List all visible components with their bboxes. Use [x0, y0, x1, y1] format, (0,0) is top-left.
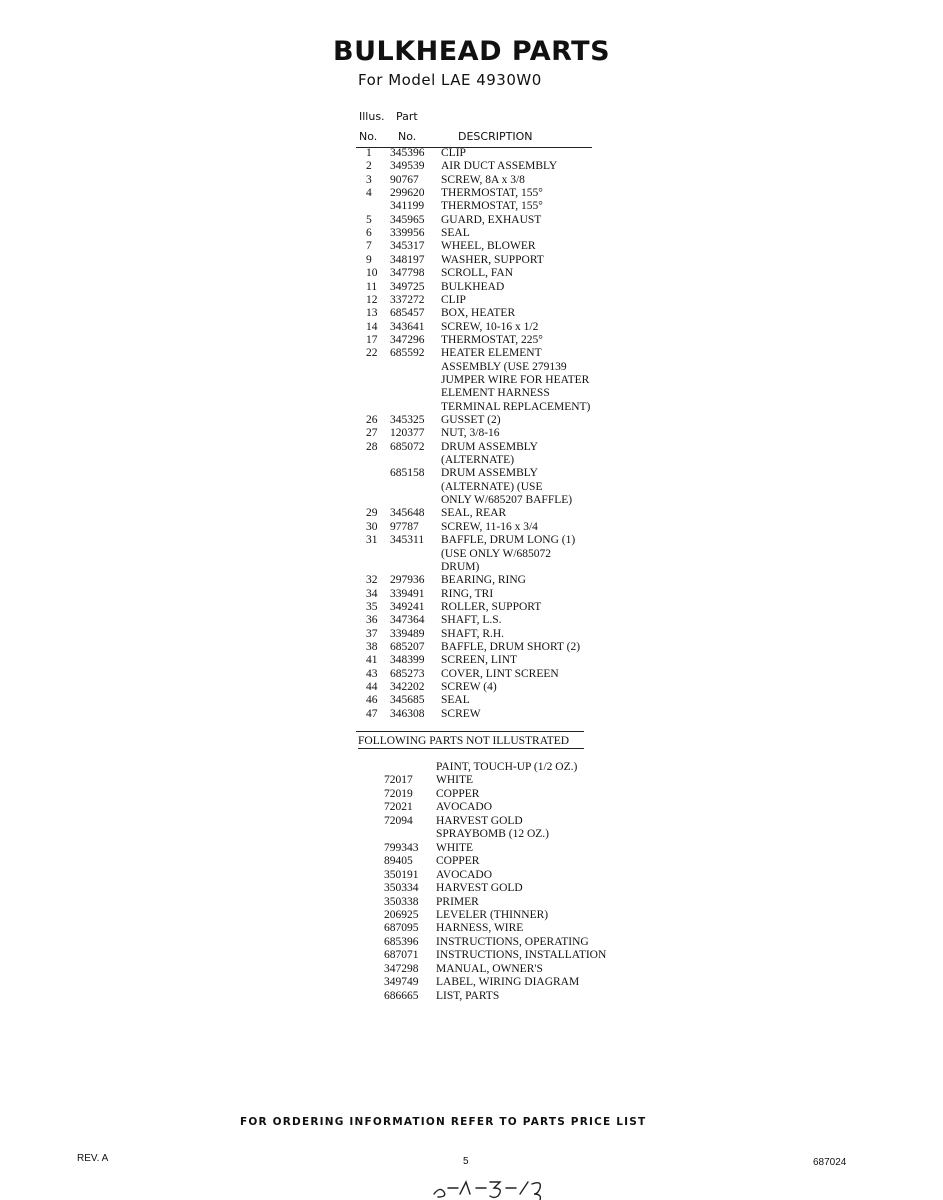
section-rule: [356, 731, 584, 732]
part-number: 686665: [384, 989, 419, 1002]
part-description: MANUAL, OWNER'S: [436, 962, 543, 975]
part-number: 346308: [390, 707, 425, 720]
part-description: THERMOSTAT, 155°: [441, 187, 543, 200]
illus-number: 2: [366, 160, 372, 173]
part-description: LABEL, WIRING DIAGRAM: [436, 976, 580, 989]
part-number: 345648: [390, 507, 425, 520]
illus-number: 34: [366, 587, 378, 600]
illus-number: 26: [366, 414, 378, 426]
part-number: 799343: [384, 841, 419, 854]
illus-number: 11: [366, 280, 378, 293]
part-description: AVOCADO: [436, 868, 493, 881]
part-number: 120377: [390, 427, 425, 440]
part-description: PRIMER: [436, 895, 479, 908]
part-number: 350338: [384, 895, 419, 908]
illus-number: 14: [366, 320, 378, 333]
part-description: BEARING, RING: [441, 574, 526, 587]
part-description: SHAFT, R.H.: [441, 627, 505, 640]
part-description: LIST, PARTS: [436, 989, 500, 1002]
illus-number: 31: [366, 534, 378, 547]
part-description: ASSEMBLY (USE 279139: [441, 360, 567, 373]
part-header-top: Part: [396, 110, 418, 123]
illus-number: 37: [366, 627, 378, 640]
part-number: 350334: [384, 882, 419, 895]
illus-number: 27: [366, 427, 378, 440]
part-description: SCREW, 8A x 3/8: [441, 173, 525, 186]
part-description: SCREW: [441, 707, 481, 720]
part-number: 339956: [390, 227, 425, 240]
illus-number: 5: [366, 213, 372, 226]
part-number: 685207: [390, 640, 425, 653]
illus-number: 46: [366, 694, 378, 707]
part-number: 347296: [390, 333, 425, 346]
part-number: 342202: [390, 681, 425, 693]
illus-number: 3: [366, 173, 372, 186]
part-description: AVOCADO: [436, 801, 493, 814]
part-description: WHITE: [436, 841, 474, 854]
part-number: 339491: [390, 587, 425, 600]
part-description: HARNESS, WIRE: [436, 922, 524, 935]
part-description: ELEMENT HARNESS: [441, 387, 550, 400]
part-number: 72021: [384, 801, 413, 814]
illus-number: 12: [366, 293, 378, 306]
part-description: BAFFLE, DRUM SHORT (2): [441, 640, 581, 653]
part-number: 350191: [384, 868, 419, 881]
part-number: 341199: [390, 200, 425, 213]
illus-number: 6: [366, 227, 372, 240]
illus-number: 7: [366, 240, 372, 253]
part-description: NUT, 3/8-16: [441, 427, 500, 440]
part-description: DRUM ASSEMBLY: [441, 467, 538, 480]
part-number: 348399: [390, 654, 425, 667]
part-description: CLIP: [441, 293, 466, 306]
part-number: 348197: [390, 253, 425, 266]
part-description: INSTRUCTIONS, INSTALLATION: [436, 949, 607, 962]
part-description: TERMINAL REPLACEMENT): [441, 400, 591, 413]
part-description: WHEEL, BLOWER: [441, 240, 536, 253]
part-description: (ALTERNATE) (USE: [441, 480, 543, 493]
illus-number: 1: [366, 147, 372, 159]
illus-number: 47: [366, 707, 378, 720]
illus-number: 41: [366, 654, 378, 667]
part-description: THERMOSTAT, 225°: [441, 333, 543, 346]
part-description: (ALTERNATE): [441, 454, 515, 467]
part-description: SCREW, 10-16 x 1/2: [441, 320, 539, 333]
part-description: DRUM): [441, 560, 480, 573]
illus-number: 35: [366, 600, 378, 613]
part-number: 72094: [384, 814, 413, 827]
illus-header-top: Illus.: [359, 110, 385, 123]
part-description: AIR DUCT ASSEMBLY: [441, 160, 558, 173]
part-description: SCREW (4): [441, 681, 497, 693]
part-number: 685158: [390, 467, 425, 480]
part-description: GUSSET (2): [441, 414, 501, 426]
part-description: WASHER, SUPPORT: [441, 253, 544, 266]
part-number: 206925: [384, 908, 419, 921]
handwritten-note: [432, 1176, 572, 1200]
not-illustrated-underline: [358, 748, 584, 749]
part-description: WHITE: [436, 774, 474, 787]
illus-number: 30: [366, 520, 378, 533]
part-description: LEVELER (THINNER): [436, 908, 549, 921]
part-number: 349725: [390, 280, 425, 293]
part-description: SEAL, REAR: [441, 507, 507, 520]
part-number: 345965: [390, 213, 425, 226]
part-number: 685457: [390, 307, 425, 320]
part-number: 345325: [390, 414, 425, 426]
part-description: (USE ONLY W/685072: [441, 547, 552, 560]
part-number: 349749: [384, 976, 419, 989]
illus-number: 29: [366, 507, 378, 520]
part-header: No.: [398, 130, 417, 143]
part-description: SHAFT, L.S.: [441, 614, 502, 627]
part-description: INSTRUCTIONS, OPERATING: [436, 935, 589, 948]
illus-number: 38: [366, 640, 378, 653]
part-number: 90767: [390, 173, 419, 186]
part-number: 299620: [390, 187, 425, 200]
part-description: PAINT, TOUCH-UP (1/2 OZ.): [436, 761, 578, 773]
part-number: 345396: [390, 147, 425, 159]
document-number: 687024: [813, 1157, 847, 1168]
illus-number: 10: [366, 267, 378, 280]
part-number: 72017: [384, 774, 413, 787]
part-number: 347364: [390, 614, 425, 627]
part-number: 337272: [390, 293, 425, 306]
part-number: 347298: [384, 962, 419, 975]
part-number: 347798: [390, 267, 425, 280]
part-description: THERMOSTAT, 155°: [441, 200, 543, 213]
page-number: 5: [463, 1156, 469, 1167]
part-number: 345311: [390, 534, 425, 547]
part-number: 685396: [384, 935, 419, 948]
part-number: 72019: [384, 787, 413, 800]
part-description: BOX, HEATER: [441, 307, 516, 320]
part-number: 345317: [390, 240, 425, 253]
part-description: SCROLL, FAN: [441, 267, 513, 280]
description-header: DESCRIPTION: [458, 130, 533, 143]
illus-number: 44: [366, 681, 378, 693]
ordering-note: FOR ORDERING INFORMATION REFER TO PARTS PRICE LIST: [240, 1116, 647, 1128]
illus-number: 13: [366, 307, 378, 320]
illus-number: 9: [366, 253, 372, 266]
part-number: 343641: [390, 320, 425, 333]
not-illustrated-heading: FOLLOWING PARTS NOT ILLUSTRATED: [358, 735, 570, 747]
part-description: SCREW, 11-16 x 3/4: [441, 520, 538, 533]
part-number: 349539: [390, 160, 425, 173]
part-description: SEAL: [441, 694, 470, 707]
part-description: DRUM ASSEMBLY: [441, 440, 538, 453]
part-description: COPPER: [436, 855, 480, 868]
part-number: 687071: [384, 949, 419, 962]
part-description: BULKHEAD: [441, 280, 505, 293]
illus-number: 36: [366, 614, 378, 627]
illus-number: 17: [366, 333, 378, 346]
part-number: 685072: [390, 440, 425, 453]
page-title: BULKHEAD PARTS: [333, 36, 611, 67]
part-number: 339489: [390, 627, 425, 640]
part-description: ROLLER, SUPPORT: [441, 600, 542, 613]
part-number: 685273: [390, 667, 425, 680]
part-description: COPPER: [436, 787, 480, 800]
part-description: BAFFLE, DRUM LONG (1): [441, 534, 576, 547]
part-description: SPRAYBOMB (12 OZ.): [436, 828, 550, 841]
part-description: HARVEST GOLD: [436, 882, 523, 895]
part-number: 297936: [390, 574, 425, 587]
illus-header: No.: [359, 130, 378, 143]
part-description: RING, TRI: [441, 587, 494, 600]
part-number: 349241: [390, 600, 425, 613]
part-description: GUARD, EXHAUST: [441, 213, 542, 226]
part-number: 685592: [390, 347, 425, 360]
model-subtitle: For Model LAE 4930W0: [358, 71, 542, 89]
revision-label: REV. A: [77, 1153, 109, 1164]
illus-number: 32: [366, 574, 378, 587]
part-number: 97787: [390, 520, 419, 533]
part-description: JUMPER WIRE FOR HEATER: [441, 373, 590, 386]
illus-number: 28: [366, 440, 378, 453]
part-description: SEAL: [441, 227, 470, 240]
part-number: 345685: [390, 694, 425, 707]
part-description: HEATER ELEMENT: [441, 347, 542, 360]
part-description: CLIP: [441, 147, 466, 159]
part-description: ONLY W/685207 BAFFLE): [441, 494, 573, 507]
part-description: SCREEN, LINT: [441, 654, 518, 667]
illus-number: 22: [366, 347, 378, 360]
part-number: 89405: [384, 855, 413, 868]
illus-number: 4: [366, 187, 372, 200]
part-description: COVER, LINT SCREEN: [441, 667, 559, 680]
part-number: 687095: [384, 922, 419, 935]
part-description: HARVEST GOLD: [436, 814, 523, 827]
illus-number: 43: [366, 667, 378, 680]
